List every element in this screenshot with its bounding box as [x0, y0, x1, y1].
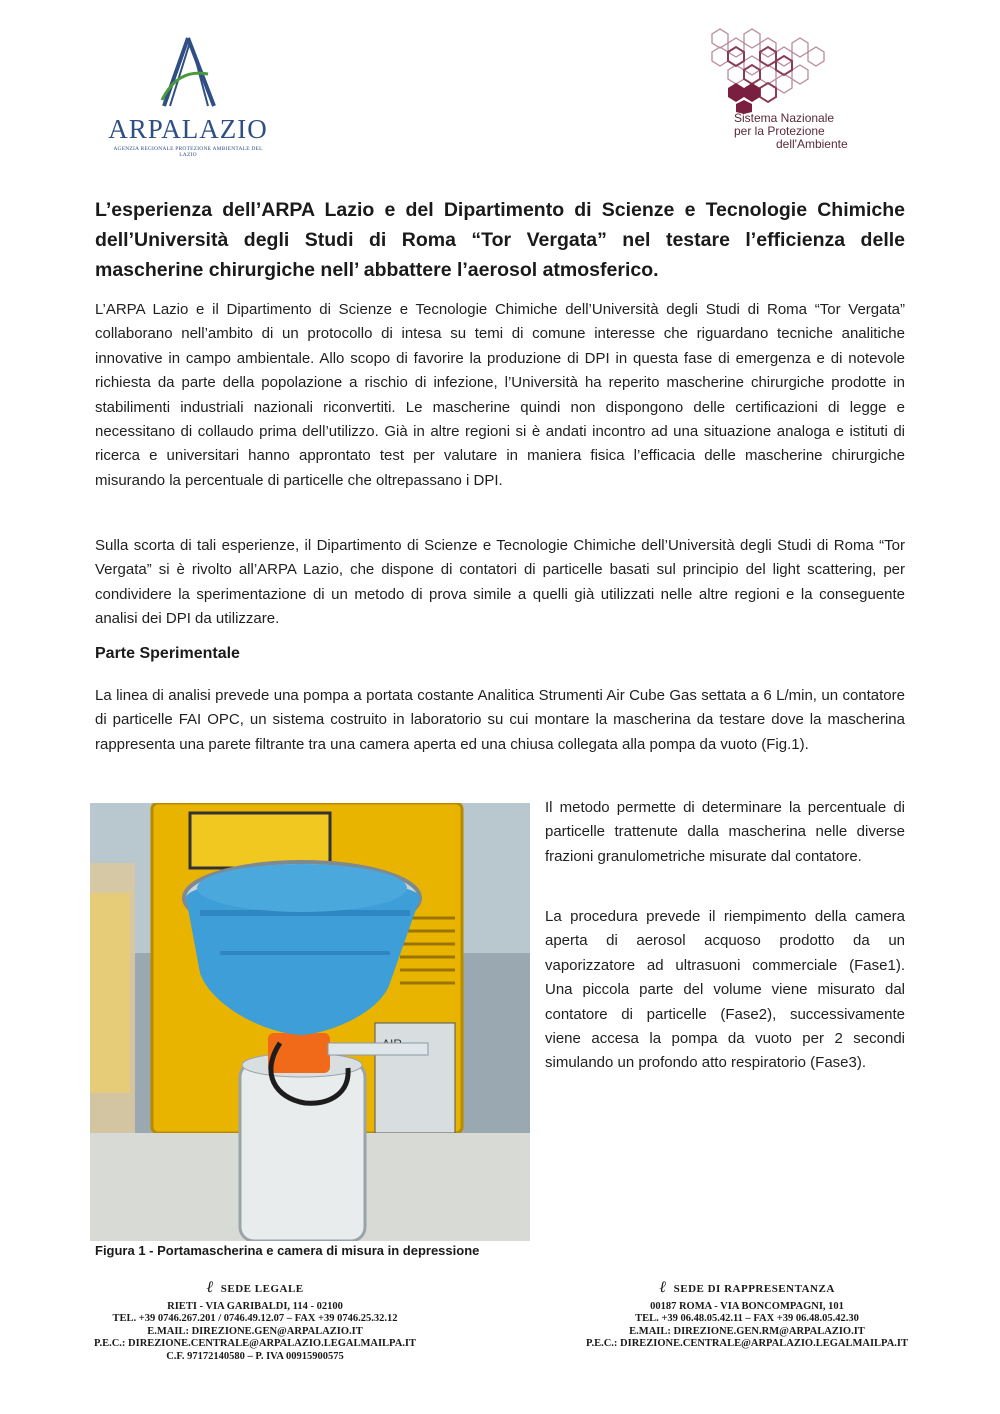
snpa-line-3: dell'Ambiente — [776, 137, 848, 151]
paragraph-collaboration: Sulla scorta di tali esperienze, il Dipartimento di Scienze e Tecnologie Chimiche dell’Università degli Studi di Roma “Tor Vergata” si è rivolto all’ARPA Lazio, che dispone di contatori di particelle basati sul principio del light scattering, per condividere la sperimentazione di un metodo di prova simile a quelli già utilizzati nelle altre regioni e la conseguente analisi dei DPI da utilizzare. — [95, 537, 905, 628]
section-heading: Parte Sperimentale — [95, 645, 240, 662]
footer-right-heading: SEDE DI RAPPRESENTANZA — [673, 1283, 835, 1295]
footer-left-tax-id: C.F. 97172140580 – P. IVA 00915900575 — [166, 1350, 344, 1362]
arpa-logo-mark-icon — [158, 36, 218, 108]
footer-right-phone: TEL. +39 06.48.05.42.11 – FAX +39 06.48.05.42.30 — [635, 1313, 859, 1325]
footer-right-email: E.MAIL: DIREZIONE.GEN.RM@ARPALAZIO.IT — [629, 1325, 865, 1337]
quill-icon: ℓ — [206, 1279, 214, 1296]
footer-rep-office — [552, 1279, 942, 1351]
footer-right-address: 00187 ROMA - VIA BONCOMPAGNI, 101 — [650, 1300, 844, 1312]
paragraph-procedure: La procedura prevede il riempimento della camera aperta di aerosol acquoso prodotto da un vaporizzatore ad ultrasuoni commerciale (Fase1). Una piccola parte del volume viene misurato dal contatore di particelle (Fase2), successivamente viene accesa la pompa da vuoto per 2 secondi simulando un profondo atto respiratorio (Fase3). — [545, 908, 905, 1072]
snpa-logo — [698, 24, 908, 154]
quill-icon: ℓ — [659, 1279, 667, 1296]
footer-right-heading-row — [552, 1279, 942, 1296]
arpa-logo-subtitle: AGENZIA REGIONALE PROTEZIONE AMBIENTALE DEL LAZIO — [113, 146, 263, 158]
snpa-hexagon-network-icon — [698, 24, 908, 114]
paragraph-method-purpose: Il metodo permette di determinare la percentuale di particelle trattenute dalla mascherina nelle diverse frazioni granulometriche misurate dal contatore. — [545, 799, 905, 865]
paragraph-intro: L’ARPA Lazio e il Dipartimento di Scienze e Tecnologie Chimiche dell’Università degli Studi di Roma “Tor Vergata” collaborano nell’ambito di un protocollo di intesa su temi di comune interesse che riguardano tecniche analitiche innovative in campo ambientale. Allo scopo di favorire la produzione di DPI in questa fase di emergenza e di notevole richiesta da parte della popolazione a rischio di infezione, l’Università ha reperito mascherine chirurgiche prodotte in stabilimenti industriali nazionali riconvertiti. Le mascherine quindi non dispongono delle certificazioni di legge e necessitano di collaudo prima dell’utilizzo. Già in altre regioni si è andati incontro ad una situazione analoga e istituti di ricerca e universitari hanno approntato test per valutare in maniera fisica l’efficacia delle mascherine chirurgiche misurando la percentuale di particelle che oltrepassano i DPI. — [95, 301, 905, 489]
snpa-line-2: per la Protezione — [734, 124, 825, 138]
document-title: L’esperienza dell’ARPA Lazio e del Dipartimento di Scienze e Tecnologie Chimiche dell’Università degli Studi di Roma “Tor Vergata” nel testare l’efficienza delle mascherine chirurgiche nell’ abbattere l’aerosol atmosferico. — [95, 199, 905, 281]
snpa-line-1: Sistema Nazionale — [734, 111, 835, 125]
footer-left-pec: P.E.C.: DIREZIONE.CENTRALE@ARPALAZIO.LEGALMAILPA.IT — [94, 1338, 416, 1350]
footer-right-pec: P.E.C.: DIREZIONE.CENTRALE@ARPALAZIO.LEGALMAILPA.IT — [586, 1338, 908, 1350]
footer-left-email: E.MAIL: DIREZIONE.GEN@ARPALAZIO.IT — [147, 1325, 363, 1337]
figure-photo — [90, 803, 530, 1241]
footer-left-heading: SEDE LEGALE — [220, 1283, 304, 1295]
footer-left-address: RIETI - VIA GARIBALDI, 114 - 02100 — [167, 1300, 343, 1312]
snpa-logo-text — [734, 112, 848, 151]
footer-left-heading-row — [60, 1279, 450, 1296]
figure-caption: Figura 1 - Portamascherina e camera di misura in depressione — [95, 1243, 480, 1258]
footer-legal-office — [60, 1279, 450, 1364]
arpa-lazio-logo — [108, 36, 268, 161]
arpa-logo-name: ARPALAZIO — [108, 114, 268, 144]
footer-left-phone: TEL. +39 0746.267.201 / 0746.49.12.07 – FAX +39 0746.25.32.12 — [112, 1313, 398, 1325]
paragraph-method-line: La linea di analisi prevede una pompa a portata costante Analitica Strumenti Air Cube Gas settata a 6 L/min, un contatore di particelle FAI OPC, un sistema costruito in laboratorio su cui montare la mascherina da testare dove la mascherina rappresenta una parete filtrante tra una camera aperta ed una chiusa collegata alla pompa da vuoto (Fig.1). — [95, 687, 905, 753]
